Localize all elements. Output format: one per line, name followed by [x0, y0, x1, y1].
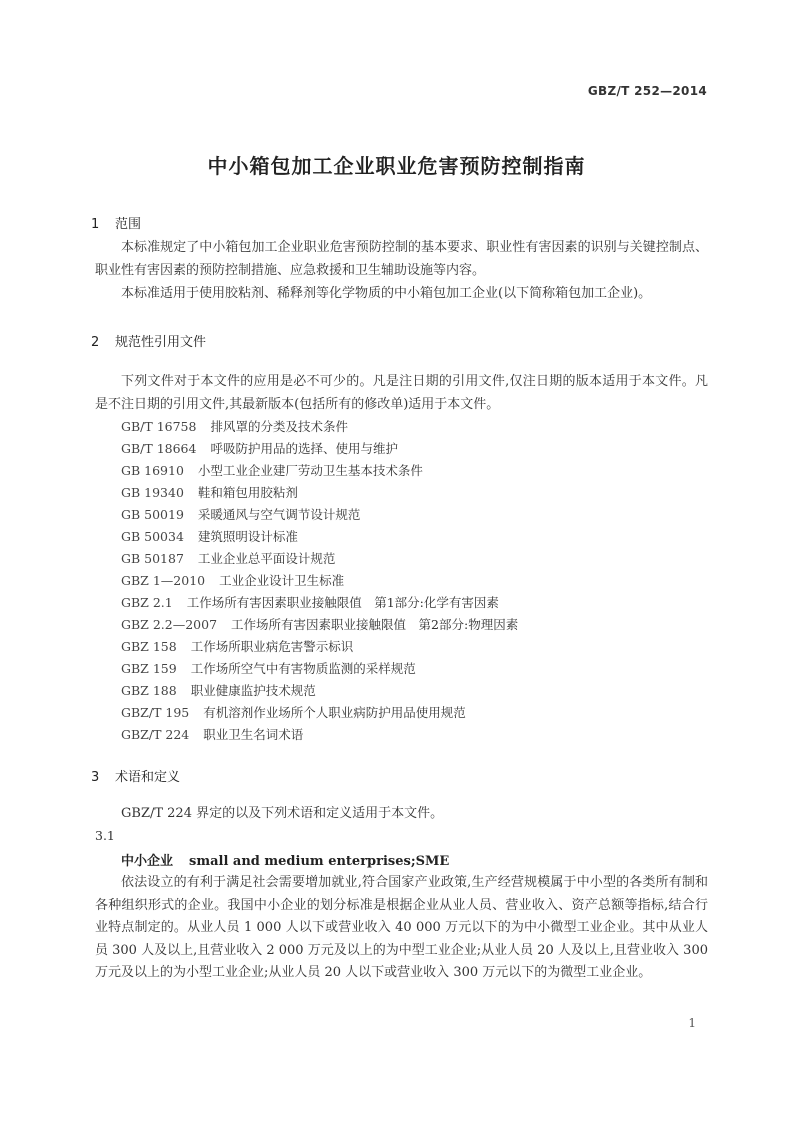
reference-code: GB 50034: [121, 529, 184, 544]
reference-item: [121, 703, 466, 721]
reference-item: [121, 439, 398, 457]
reference-item: [121, 417, 348, 435]
reference-item: [121, 725, 303, 743]
term-english: small and medium enterprises;SME: [189, 854, 450, 869]
reference-code: GB 50019: [121, 507, 184, 522]
section-3-heading: [91, 766, 180, 785]
reference-title: 工业企业设计卫生标准: [219, 573, 345, 588]
reference-code: GBZ 2.2—2007: [121, 617, 218, 632]
reference-item: [121, 571, 344, 589]
document-title: 中小箱包加工企业职业危害预防控制指南: [207, 154, 586, 178]
term-chinese: 中小企业: [121, 854, 174, 869]
reference-title: 呼吸防护用品的选择、使用与维护: [210, 441, 398, 456]
reference-title: 工业企业总平面设计规范: [197, 551, 336, 566]
reference-title: 有机溶剂作业场所个人职业病防护用品使用规范: [203, 705, 466, 720]
section-number: 1: [91, 217, 100, 232]
reference-item: [121, 681, 316, 699]
section-number: 2: [91, 335, 100, 350]
reference-item: [121, 483, 298, 501]
section-title: 规范性引用文件: [115, 335, 207, 350]
normative-references-intro: 下列文件对于本文件的应用是必不可少的。凡是注日期的引用文件,仅注日期的版本适用于本文件。凡是不注日期的引用文件,其最新版本(包括所有的修改单)适用于本文件。: [95, 374, 708, 412]
reference-code: GB/T 16758: [121, 419, 197, 434]
reference-title: 小型工业企业建厂劳动卫生基本技术条件: [197, 463, 423, 478]
reference-code: GBZ 159: [121, 661, 177, 676]
term-definition: 依法设立的有利于满足社会需要增加就业,符合国家产业政策,生产经营规模属于中小型的各类所有制和各种组织形式的企业。我国中小企业的划分标准是根据企业从业人员、营业收入、资产总额等指标,结合行业特点制定的。从业人员 1 000 人以下或营业收入 40 000 万元以下的为中小微型工业企业。其中从业人员 300 人及以上,且营业收入 2 000 万元及以上的为中型工业企业;从业人员 20 人及以上,且营业收入 300 万元及以上的为小型工业企业;从业人员 20 人以下或营业收入 300 万元以下的为微型工业企业。: [95, 875, 708, 980]
reference-item: [121, 615, 518, 633]
reference-title: 鞋和箱包用胶粘剂: [197, 485, 298, 500]
reference-title: 工作场所空气中有害物质监测的采样规范: [190, 661, 416, 676]
scope-paragraph-1: 本标准规定了中小箱包加工企业职业危害预防控制的基本要求、职业性有害因素的识别与关键控制点、职业性有害因素的预防控制措施、应急救援和卫生辅助设施等内容。: [95, 240, 708, 278]
page-number: 1: [688, 1016, 696, 1030]
term-number: 3.1: [95, 828, 115, 843]
reference-title: 职业卫生名词术语: [203, 727, 304, 742]
scope-paragraph-2: 本标准适用于使用胶粘剂、稀释剂等化学物质的中小箱包加工企业(以下简称箱包加工企业)。: [121, 286, 652, 301]
reference-title: 排风罩的分类及技术条件: [210, 419, 348, 434]
reference-item: [121, 593, 499, 611]
reference-item: [121, 461, 423, 479]
term-entry: [121, 850, 449, 869]
section-title: 范围: [115, 217, 142, 232]
reference-title: 建筑照明设计标准: [197, 529, 298, 544]
reference-item: [121, 637, 353, 655]
reference-title: 工作场所职业病危害警示标识: [190, 639, 354, 654]
reference-code: GBZ 158: [121, 639, 177, 654]
reference-item: [121, 549, 335, 567]
reference-item: [121, 659, 416, 677]
reference-code: GBZ 188: [121, 683, 177, 698]
section-1-heading: [91, 213, 141, 232]
terms-intro: GBZ/T 224 界定的以及下列术语和定义适用于本文件。: [121, 806, 444, 821]
reference-title: 工作场所有害因素职业接触限值 第1部分:化学有害因素: [186, 595, 499, 610]
reference-code: GB 16910: [121, 463, 184, 478]
reference-title: 采暖通风与空气调节设计规范: [197, 507, 361, 522]
reference-code: GB/T 18664: [121, 441, 197, 456]
reference-item: [121, 505, 360, 523]
reference-code: GBZ 1—2010: [121, 573, 206, 588]
section-title: 术语和定义: [115, 770, 181, 785]
reference-title: 工作场所有害因素职业接触限值 第2部分:物理因素: [231, 617, 519, 632]
reference-code: GBZ/T 195: [121, 705, 190, 720]
reference-code: GBZ 2.1: [121, 595, 173, 610]
reference-code: GB 50187: [121, 551, 184, 566]
section-2-heading: [91, 331, 206, 350]
reference-item: [121, 527, 298, 545]
standard-code: GBZ/T 252—2014: [587, 84, 707, 98]
reference-code: GB 19340: [121, 485, 184, 500]
reference-title: 职业健康监护技术规范: [190, 683, 316, 698]
reference-code: GBZ/T 224: [121, 727, 190, 742]
section-number: 3: [91, 770, 100, 785]
